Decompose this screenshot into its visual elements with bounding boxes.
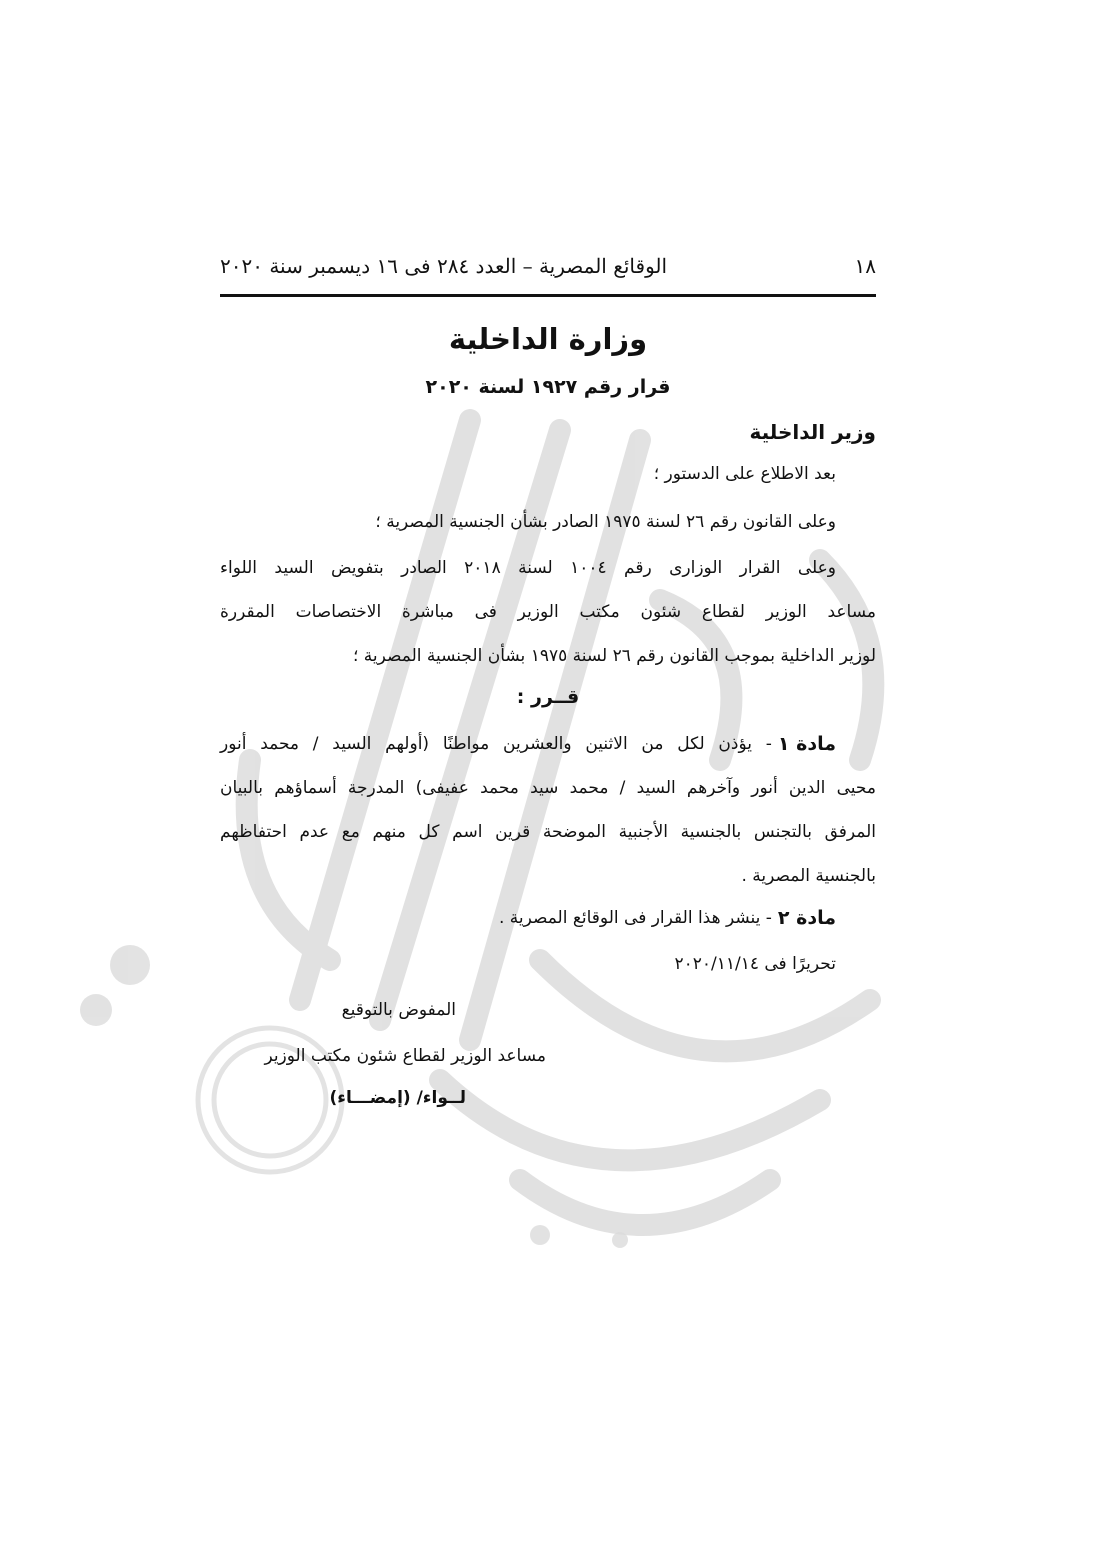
ministry-title: وزارة الداخلية (448, 322, 648, 356)
article-1-line-3: المرفق بالتجنس بالجنسية الأجنبية الموضحة قرين اسم كل منهم مع عدم احتفاظهم (220, 822, 876, 842)
article-1-line-4: بالجنسية المصرية . (741, 866, 876, 886)
article-1-line-1 (220, 732, 836, 756)
decree-title: قرار رقم ١٩٢٧ لسنة ٢٠٢٠ (425, 376, 671, 398)
date-written: تحريرًا فى ٢٠٢٠/١١/١٤ (674, 954, 836, 974)
article-1-label: مادة ١ (777, 733, 836, 755)
decided-heading: قــرر : (516, 686, 580, 708)
page-number: ١٨ (854, 254, 876, 278)
article-2-label: مادة ٢ (777, 907, 836, 929)
article-2-text: - ينشر هذا القرار فى الوقائع المصرية . (498, 908, 772, 928)
signature-delegate: المفوض بالتوقيع (341, 1000, 456, 1020)
preamble-line-4: مساعد الوزير لقطاع شئون مكتب الوزير فى مباشرة الاختصاصات المقررة (220, 602, 876, 622)
publication-info: الوقائع المصرية – العدد ٢٨٤ فى ١٦ ديسمبر سنة ٢٠٢٠ (220, 254, 668, 278)
article-2 (499, 906, 836, 930)
preamble-line-5: لوزير الداخلية بموجب القانون رقم ٢٦ لسنة ١٩٧٥ بشأن الجنسية المصرية ؛ (352, 646, 876, 666)
article-1-line-2: محيى الدين أنور وآخرهم السيد / محمد سيد محمد عفيفى) المدرجة أسماؤهم بالبيان (220, 778, 876, 798)
signature-title: مساعد الوزير لقطاع شئون مكتب الوزير (264, 1046, 546, 1066)
preamble-line-2: وعلى القانون رقم ٢٦ لسنة ١٩٧٥ الصادر بشأن الجنسية المصرية ؛ (375, 512, 836, 532)
header-rule (220, 294, 876, 297)
preamble-line-3: وعلى القرار الوزارى رقم ١٠٠٤ لسنة ٢٠١٨ الصادر بتفويض السيد اللواء (220, 558, 836, 578)
article-1-text: - يؤذن لكل من الاثنين والعشرين مواطنًا (أولهم السيد / محمد أنور (220, 734, 772, 754)
signature-name: لــواء/ (إمضـــاء) (329, 1088, 466, 1108)
issuer-heading: وزير الداخلية (749, 420, 876, 444)
preamble-line-1: بعد الاطلاع على الدستور ؛ (653, 464, 836, 484)
running-header (220, 250, 876, 286)
